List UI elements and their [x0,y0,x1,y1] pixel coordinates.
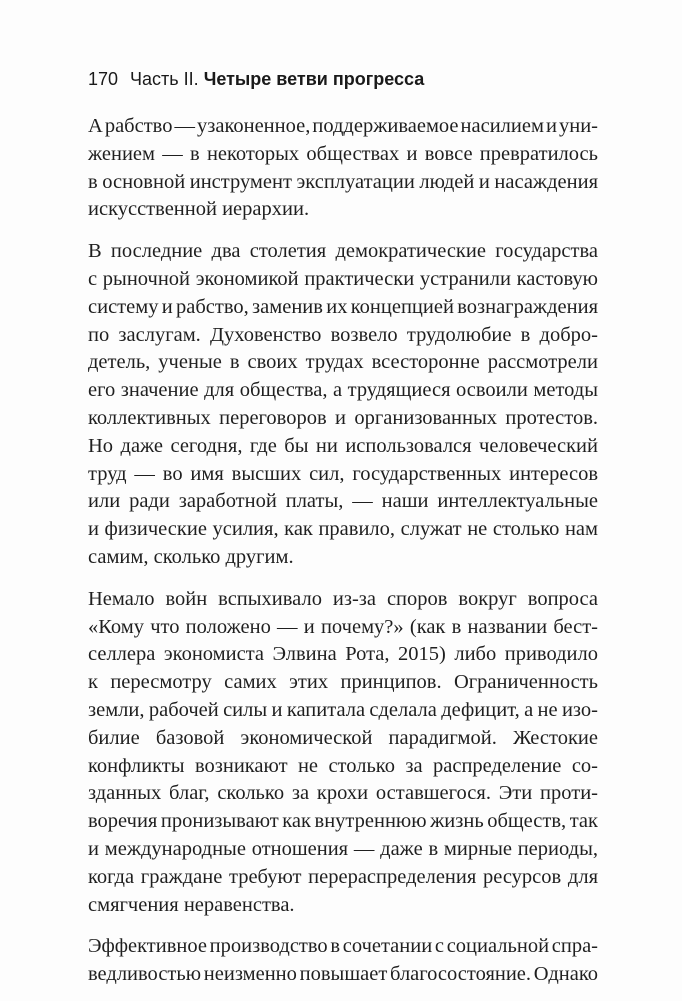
text-line: «Кому что положено — и почему?» (как в названии бест- [88,615,598,638]
text-line: В последние два столетия демократические государства [88,240,598,263]
text-line: труд — во имя высших сил, государственных интересов [88,462,598,485]
text-line: систему и рабство, заменив их концепцией вознаграждения [88,295,598,318]
running-head [88,68,424,90]
text-line: и международные отношения — даже в мирные периоды, [88,837,598,860]
paragraph-2 [88,238,598,572]
text-line: или ради заработной платы, — наши интеллектуальные [88,490,598,513]
text-line: земли, рабочей силы и капитала сделала дефицит, а не изо- [88,698,598,721]
text-line: в основной инструмент эксплуатации людей и насаждения [88,170,598,193]
text-line: жением — в некоторых обществах и вовсе превратилось [88,142,598,165]
text-line: и физические усилия, как правило, служат не столько нам [88,518,598,541]
text-line: к пересмотру самих этих принципов. Ограниченность [88,671,598,694]
part-title: Четыре ветви прогресса [203,69,425,89]
paragraph-1 [88,113,598,224]
text-line: зданных благ, сколько за крохи оставшегося. Эти проти- [88,782,598,805]
paragraph-3 [88,586,598,920]
text-line: коллективных переговоров и организованных протестов. [88,406,598,429]
text-line: А рабство — узаконенное, поддерживаемое насилием и уни- [88,115,598,137]
text-line: Эффективное производство в сочетании с социальной спра- [88,935,598,958]
text-line: Немало войн вспыхивало из-за споров вокруг вопроса [88,587,598,610]
text-line: когда граждане требуют перераспределения ресурсов для [88,865,598,888]
text-line: по заслугам. Духовенство возвело трудолюбие в добро- [88,323,598,346]
text-line: конфликты возникают не столько за распределение со- [88,754,598,777]
text-line: его значение для общества, а трудящиеся освоили методы [88,379,598,402]
text-line: воречия пронизывают как внутреннюю жизнь обществ, так [88,810,598,833]
part-label: Часть II. [130,69,199,89]
page-number: 170 [88,69,119,89]
text-line: Но даже сегодня, где бы ни использовался человеческий [88,434,598,457]
text-line: самим, сколько другим. [88,545,294,568]
text-line: ведливостью неизменно повышает благосостояние. Однако [88,963,598,986]
text-line: с рыночной экономикой практически устранили кастовую [88,267,598,290]
text-line: искусственной иерархии. [88,198,310,221]
text-line: смягчения неравенства. [88,893,295,916]
paragraph-4 [88,933,598,989]
body-text [88,113,598,989]
text-line: детель, ученые в своих трудах всесторонне рассмотрели [88,351,598,374]
text-line: билие базовой экономической парадигмой. Жестокие [88,726,598,749]
text-line: селлера экономиста Элвина Рота, 2015) либо приводило [88,643,598,666]
